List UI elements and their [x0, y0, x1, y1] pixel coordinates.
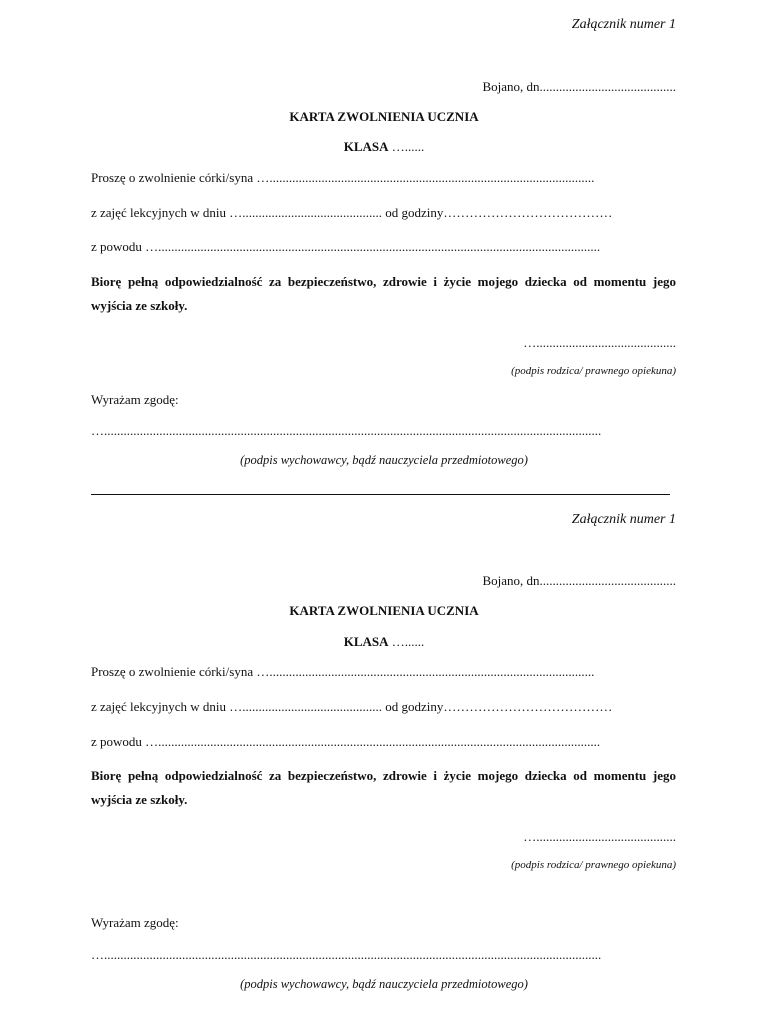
- place-date-field: Bojano, dn..........................................: [482, 573, 676, 588]
- responsibility-statement: Biorę pełną odpowiedzialność za bezpieczeństwo, zdrowie i życie mojego dziecka od momentu jego wyjścia ze szkoły.: [91, 274, 676, 313]
- teacher-signature-caption: (podpis wychowawcy, bądź nauczyciela przedmiotowego): [240, 977, 528, 991]
- lessons-date-line: [91, 699, 612, 715]
- class-field: [0, 139, 768, 155]
- teacher-signature-caption: (podpis wychowawcy, bądź nauczyciela przedmiotowego): [240, 453, 528, 467]
- form-title: KARTA ZWOLNIENIA UCZNIA: [289, 603, 479, 618]
- parent-signature-caption: (podpis rodzica/ prawnego opiekuna): [511, 365, 676, 377]
- cut-separator-line: [91, 494, 670, 495]
- annex-label: Załącznik numer 1: [571, 512, 676, 527]
- child-name-line: Proszę o zwolnienie córki/syna …....................................................................................................: [91, 170, 595, 185]
- annex-label: Załącznik numer 1: [571, 17, 676, 32]
- reason-line: z powodu …........................................................................................................................................: [91, 734, 601, 749]
- consent-label: Wyrażam zgodę:: [91, 392, 179, 407]
- parent-signature-line: …...........................................: [523, 829, 676, 844]
- lessons-date-text: z zajęć lekcyjnych w dniu …...........................................: [91, 205, 386, 220]
- class-label: KLASA: [343, 634, 389, 649]
- class-value: …......: [391, 139, 425, 154]
- teacher-signature-line: ….........................................................................................................................................................: [91, 423, 602, 438]
- responsibility-statement: Biorę pełną odpowiedzialność za bezpieczeństwo, zdrowie i życie mojego dziecka od momentu jego wyjścia ze szkoły.: [91, 768, 676, 807]
- class-label: KLASA: [343, 139, 389, 154]
- lessons-date-text: z zajęć lekcyjnych w dniu …...........................................: [91, 699, 386, 714]
- place-date-field: Bojano, dn..........................................: [482, 79, 676, 94]
- parent-signature-caption: (podpis rodzica/ prawnego opiekuna): [511, 859, 676, 871]
- class-value: …......: [391, 634, 425, 649]
- lessons-date-line: [91, 205, 612, 221]
- child-name-line: Proszę o zwolnienie córki/syna …....................................................................................................: [91, 664, 595, 679]
- class-field: [0, 634, 768, 650]
- consent-label: Wyrażam zgodę:: [91, 915, 179, 930]
- teacher-signature-line: ….........................................................................................................................................................: [91, 947, 602, 962]
- lessons-hour-text: od godziny…………………………………: [385, 205, 613, 220]
- form-title: KARTA ZWOLNIENIA UCZNIA: [289, 109, 479, 124]
- lessons-hour-text: od godziny…………………………………: [385, 699, 613, 714]
- parent-signature-line: …...........................................: [523, 335, 676, 350]
- reason-line: z powodu …........................................................................................................................................: [91, 239, 601, 254]
